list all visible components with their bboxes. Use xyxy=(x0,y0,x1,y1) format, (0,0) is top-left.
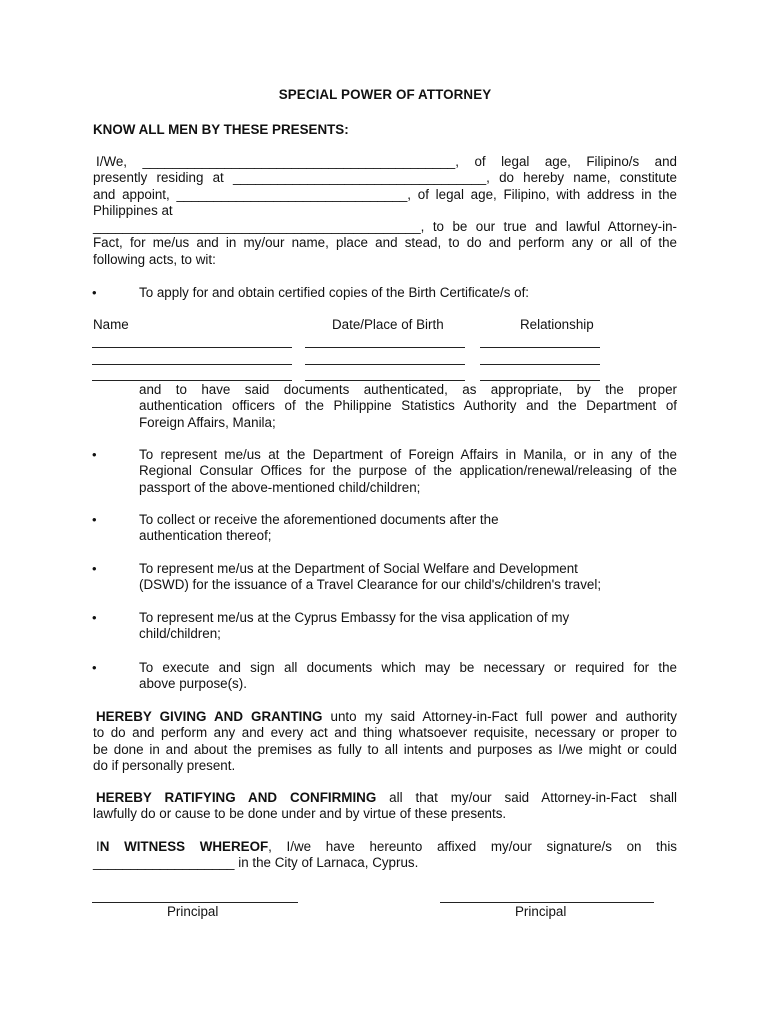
authentication-line-1: and to have said documents authenticated, as appropriate, by the proper xyxy=(139,382,677,397)
intro-paragraph xyxy=(93,154,677,268)
blank-line-relationship-3[interactable] xyxy=(480,380,600,381)
bullet-line: To collect or receive the aforementioned documents after the xyxy=(139,512,499,527)
bullet-represent-cyprus-embassy xyxy=(139,610,677,643)
giving-line-4: do if personally present. xyxy=(93,757,236,773)
bullet-line: child/children; xyxy=(139,626,221,642)
signature-label-left: Principal xyxy=(167,904,219,919)
witness-line-1 xyxy=(93,839,677,855)
ratifying-line-1 xyxy=(93,790,677,806)
column-header-name: Name xyxy=(93,317,129,332)
ratifying-line-1-rest: all that my/our said Attorney-in-Fact shall xyxy=(376,790,677,805)
bullet-marker: • xyxy=(92,561,97,576)
bullet-line: To apply for and obtain certified copies of the Birth Certificate/s of: xyxy=(139,285,530,300)
ratifying-bold-phrase: HEREBY RATIFYING AND CONFIRMING xyxy=(96,790,377,805)
witness-paragraph xyxy=(93,839,677,872)
bullet-line: To represent me/us at the Cyprus Embassy for the visa application of my xyxy=(139,610,570,625)
authentication-paragraph xyxy=(139,382,677,431)
signature-label-right: Principal xyxy=(515,904,567,919)
giving-bold-phrase: HEREBY GIVING AND GRANTING xyxy=(96,709,323,724)
giving-granting-paragraph xyxy=(93,709,677,774)
bullet-line: To represent me/us at the Department of Social Welfare and Development xyxy=(139,561,578,576)
blank-line-date-3[interactable] xyxy=(305,380,465,381)
ratifying-paragraph xyxy=(93,790,677,823)
witness-initial: I xyxy=(96,839,100,854)
bullet-line: To execute and sign all documents which may be necessary or required for the xyxy=(139,660,677,675)
blank-line-relationship-1[interactable] xyxy=(480,347,600,348)
bullet-line: passport of the above-mentioned child/children; xyxy=(139,479,421,495)
bullet-line: authentication thereof; xyxy=(139,528,272,544)
bullet-represent-dfa xyxy=(139,447,677,496)
bullet-collect-documents xyxy=(139,512,677,545)
giving-line-3: be done in and about the premises as fully to all intents and purposes as I/we might or could xyxy=(93,741,677,757)
intro-line-4: Philippines at xyxy=(93,202,173,218)
authentication-line-3: Foreign Affairs, Manila; xyxy=(139,414,276,430)
giving-line-1-rest: unto my said Attorney-in-Fact full power and authority xyxy=(322,709,677,724)
intro-line-5: ____________________________________________, to be our true and lawful Attorney-in- xyxy=(93,219,677,235)
blank-line-relationship-2[interactable] xyxy=(480,364,600,365)
column-header-date-place: Date/Place of Birth xyxy=(332,317,444,332)
intro-line-6: Fact, for me/us and in my/our name, place and stead, to do and perform any or all of the xyxy=(93,235,677,251)
giving-line-1 xyxy=(93,709,677,725)
bullet-marker: • xyxy=(92,610,97,625)
document-title: SPECIAL POWER OF ATTORNEY xyxy=(278,87,492,102)
bullet-line: (DSWD) for the issuance of a Travel Clearance for our child's/children's travel; xyxy=(139,577,602,593)
blank-line-date-1[interactable] xyxy=(305,347,465,348)
bullet-marker: • xyxy=(92,660,97,675)
blank-line-name-1[interactable] xyxy=(92,347,292,348)
bullet-represent-dswd xyxy=(139,561,677,594)
column-header-relationship: Relationship xyxy=(520,317,594,332)
witness-line-2: ___________________ in the City of Larnaca, Cyprus. xyxy=(93,855,419,871)
ratifying-line-2: lawfully do or cause to be done under and by virtue of these presents. xyxy=(93,806,507,822)
bullet-line: To represent me/us at the Department of Foreign Affairs in Manila, or in any of the xyxy=(139,447,677,462)
blank-line-name-2[interactable] xyxy=(92,364,292,365)
bullet-line: above purpose(s). xyxy=(139,676,247,692)
intro-line-1: I/We, __________________________________________, of legal age, Filipino/s and xyxy=(96,154,677,169)
signature-line-left[interactable] xyxy=(92,902,298,903)
witness-bold-phrase: N WITNESS WHEREOF xyxy=(99,839,269,854)
bullet-marker: • xyxy=(92,447,97,462)
bullet-execute-documents xyxy=(139,660,677,693)
blank-line-date-2[interactable] xyxy=(305,364,465,365)
bullet-line: Regional Consular Offices for the purpose of the application/renewal/releasing of the xyxy=(139,463,677,479)
authentication-line-2: authentication officers of the Philippine Statistics Authority and the Department of xyxy=(139,398,677,414)
bullet-marker: • xyxy=(92,512,97,527)
signature-line-right[interactable] xyxy=(440,902,654,903)
document-heading: KNOW ALL MEN BY THESE PRESENTS: xyxy=(93,122,349,137)
intro-line-7: following acts, to wit: xyxy=(93,251,216,267)
intro-line-2: presently residing at __________________________________, do hereby name, constitute xyxy=(93,170,677,186)
bullet-marker: • xyxy=(92,285,97,300)
giving-line-2: to do and perform any and every act and thing whatsoever requisite, necessary or proper to xyxy=(93,725,677,741)
intro-line-3: and appoint, _______________________________, of legal age, Filipino, with address in the xyxy=(93,186,677,202)
witness-line-1-rest: , I/we have hereunto affixed my/our signature/s on this xyxy=(268,839,677,854)
bullet-apply-certificates xyxy=(139,285,677,301)
blank-line-name-3[interactable] xyxy=(92,380,292,381)
